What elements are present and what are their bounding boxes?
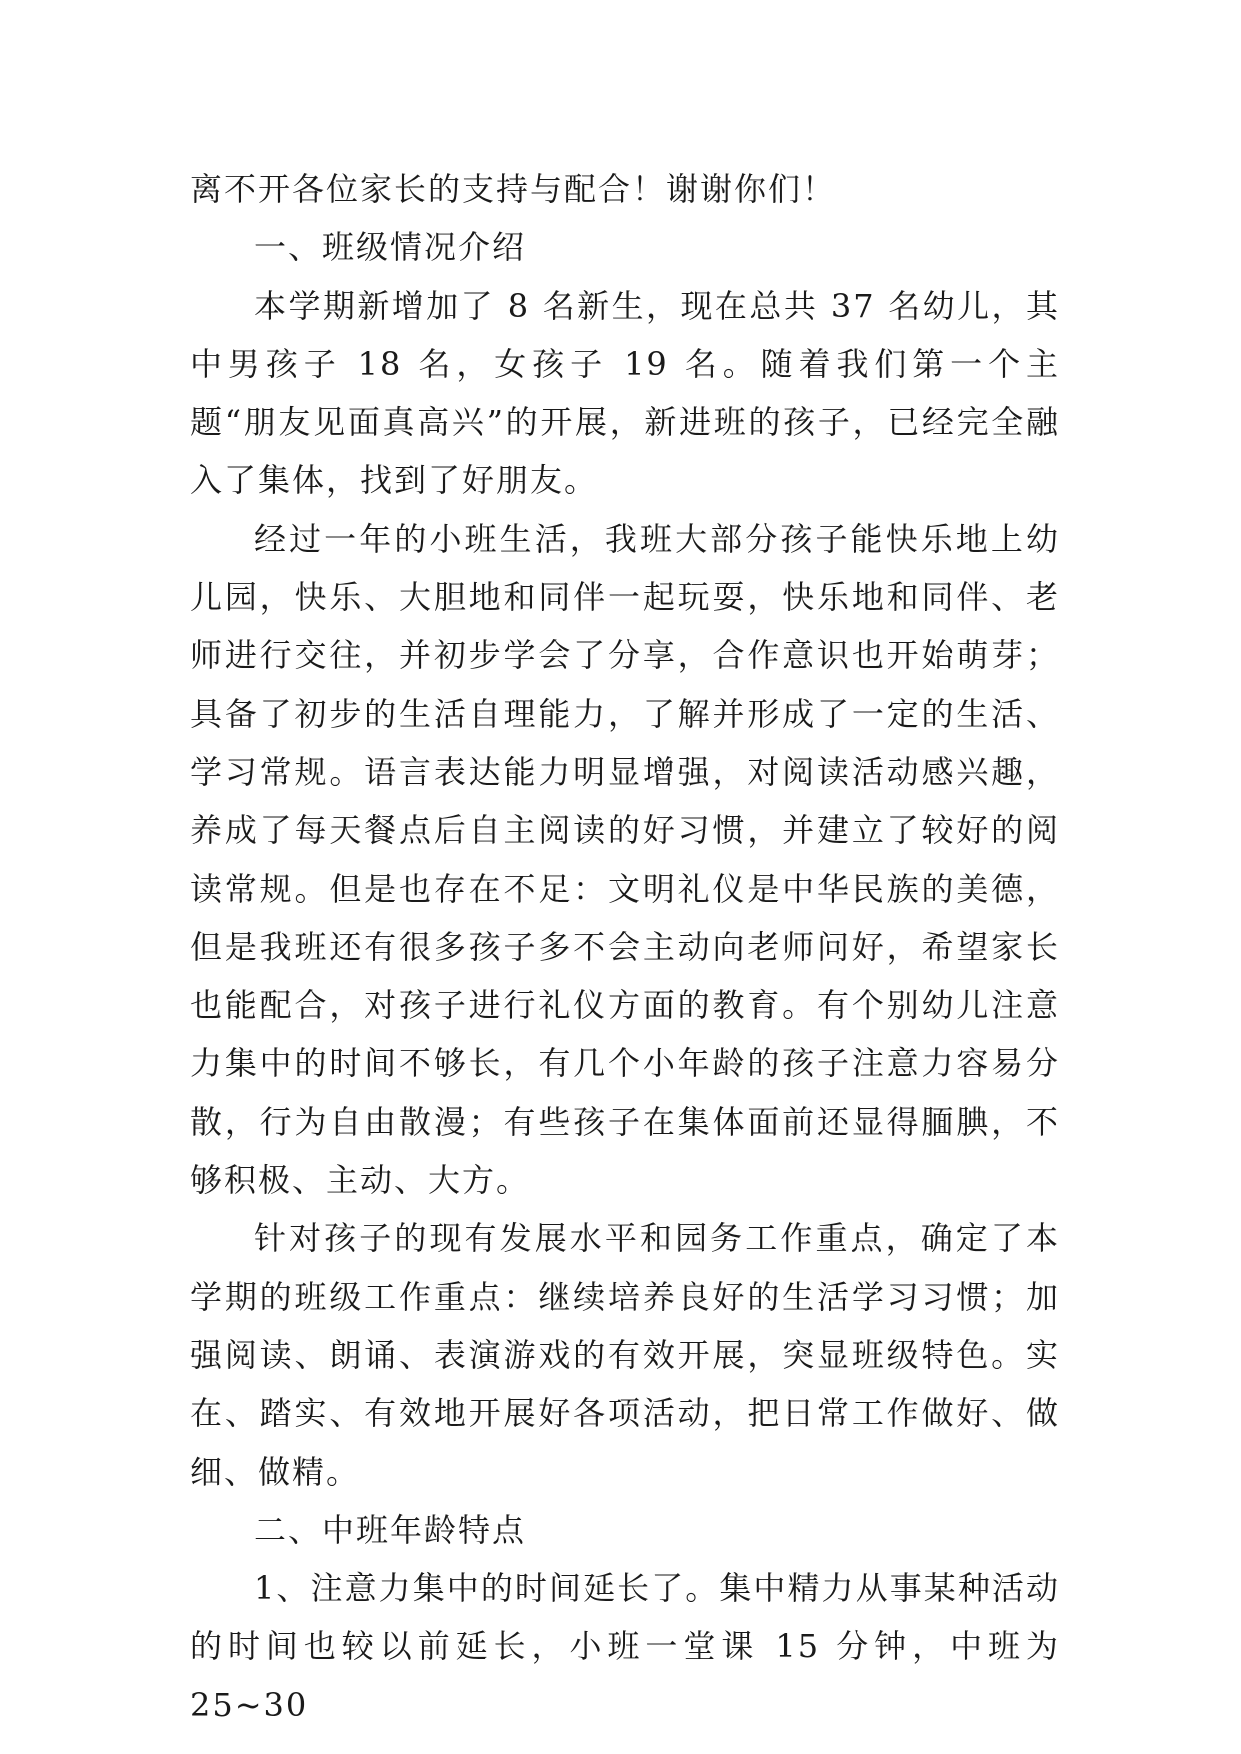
section-heading-age-characteristics: 二、中班年龄特点 [254,1510,527,1549]
paragraph-attention-span: 1、注意力集中的时间延长了。集中精力从事某种活动的时间也较以前延长，小班一堂课 15 分钟，中班为 25~30 [190,1569,1060,1724]
paragraph-work-focus: 针对孩子的现有发展水平和园务工作重点，确定了本学期的班级工作重点：继续培养良好的生活学习习惯；加强阅读、朗诵、表演游戏的有效开展，突显班级特色。实在、踏实、有效地开展好各项活动，把日常工作做好、做细、做精。 [190,1219,1060,1491]
paragraph-new-students: 本学期新增加了 8 名新生，现在总共 37 名幼儿，其中男孩子 18 名，女孩子 19 名。随着我们第一个主题“朋友见面真高兴”的开展，新进班的孩子，已经完全融入了集体，找到了好朋友。 [190,286,1060,500]
paragraph-continuation: 离不开各位家长的支持与配合！谢谢你们！ [190,170,837,208]
paragraph-class-status: 经过一年的小班生活，我班大部分孩子能快乐地上幼儿园，快乐、大胆地和同伴一起玩耍，快乐地和同伴、老师进行交往，并初步学会了分享，合作意识也开始萌芽；具备了初步的生活自理能力，了解并形成了一定的生活、学习常规。语言表达能力明显增强，对阅读活动感兴趣，养成了每天餐点后自主阅读的好习惯，并建立了较好的阅读常规。但是也存在不足：文明礼仪是中华民族的美德，但是我班还有很多孩子多不会主动向老师问好，希望家长也能配合，对孩子进行礼仪方面的教育。有个别幼儿注意力集中的时间不够长，有几个小年龄的孩子注意力容易分散，行为自由散漫；有些孩子在集体面前还显得腼腆，不够积极、主动、大方。 [190,519,1060,1200]
section-heading-class-overview: 一、班级情况介绍 [254,228,527,267]
document-body [190,160,1060,1734]
